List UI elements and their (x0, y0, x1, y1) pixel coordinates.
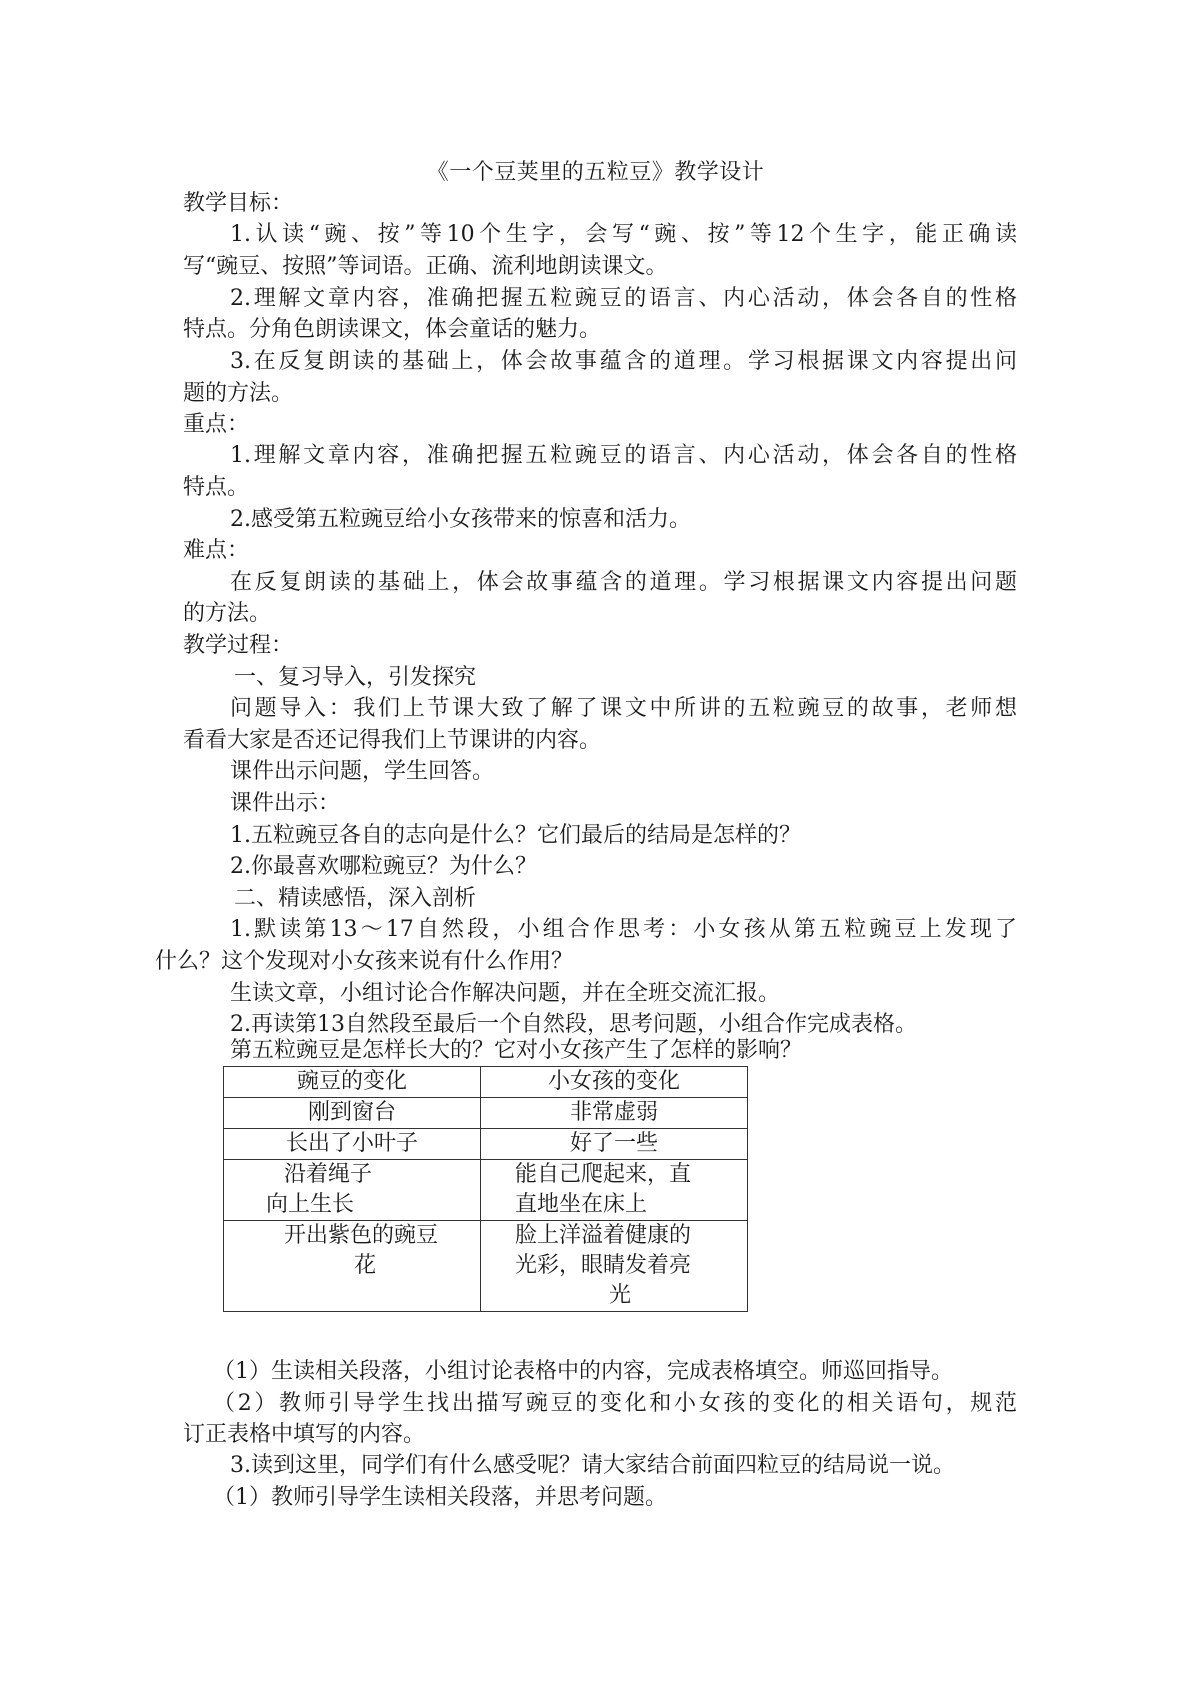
difficulty-heading: 难点： (183, 538, 250, 563)
table-row (224, 1160, 748, 1221)
note-2-line-2: 订正表格中填写的内容。 (183, 1422, 426, 1447)
section-1-heading: 一、复习导入，引发探究 (234, 665, 477, 690)
table-cell-line: 光 (609, 1283, 632, 1308)
key-point-2: 2.感受第五粒豌豆给小女孩带来的惊喜和活力。 (230, 507, 691, 532)
table-header-pea: 豌豆的变化 (224, 1067, 481, 1098)
table-cell-line: 向上生长 (266, 1192, 355, 1217)
table-cell-girl (481, 1160, 748, 1221)
table-cell-girl: 好了一些 (481, 1129, 748, 1160)
note-2-line-1: （2）教师引导学生找出描写豌豆的变化和小女孩的变化的相关语句，规范 (213, 1391, 1017, 1416)
table-cell-line: 光彩，眼睛发着亮 (515, 1253, 692, 1278)
table-cell-pea: 刚到窗台 (224, 1098, 481, 1129)
goal-3-line-2: 题的方法。 (183, 381, 294, 406)
note-3: （1）教师引导学生读相关段落，并思考问题。 (213, 1485, 667, 1510)
difficulty-line-1: 在反复朗读的基础上，体会故事蕴含的道理。学习根据课文内容提出问题 (230, 570, 1017, 595)
key-points-heading: 重点： (183, 412, 250, 437)
section-1-intro-line-1: 问题导入：我们上节课大致了解了课文中所讲的五粒豌豆的故事，老师想 (230, 696, 1017, 721)
goal-1-line-2: 写“豌豆、按照”等词语。正确、流利地朗读课文。 (183, 254, 668, 279)
section-1-paragraph-3: 课件出示： (230, 791, 341, 816)
table-cell-pea (224, 1221, 481, 1312)
process-heading: 教学过程： (183, 633, 294, 658)
section-2-task-2: 2.再读第13自然段至最后一个自然段，思考问题，小组合作完成表格。 (230, 1012, 917, 1037)
section-2-heading: 二、精读感悟，深入剖析 (234, 886, 477, 911)
table-cell-girl (481, 1221, 748, 1312)
table-header-row (224, 1067, 748, 1098)
goal-1-line-1: 1.认读“豌、按”等10个生字，会写“豌、按”等12个生字，能正确读 (230, 222, 1017, 247)
table-cell-pea (224, 1160, 481, 1221)
goal-3-line-1: 3.在反复朗读的基础上，体会故事蕴含的道理。学习根据课文内容提出问 (230, 349, 1017, 374)
key-point-1-line-2: 特点。 (183, 475, 250, 500)
table-cell-line: 脸上洋溢着健康的 (515, 1223, 692, 1248)
table-cell-pea: 长出了小叶子 (224, 1129, 481, 1160)
table-header-girl: 小女孩的变化 (481, 1067, 748, 1098)
document-title: 《一个豆荚里的五粒豆》教学设计 (426, 160, 765, 185)
section-2-paragraph-2: 生读文章，小组讨论合作解决问题，并在全班交流汇报。 (230, 981, 781, 1006)
table-cell-line: 能自己爬起来，直 (515, 1162, 692, 1187)
table-cell-line: 开出紫色的豌豆 (284, 1223, 439, 1248)
section-1-question-1: 1.五粒豌豆各自的志向是什么？它们最后的结局是怎样的？ (230, 823, 801, 848)
table-row (224, 1098, 748, 1129)
table-cell-line: 直地坐在床上 (515, 1192, 648, 1217)
key-point-1-line-1: 1.理解文章内容，准确把握五粒豌豆的语言、内心活动，体会各自的性格 (230, 443, 1017, 468)
section-2-table-question: 第五粒豌豆是怎样长大的？它对小女孩产生了怎样的影响？ (230, 1038, 803, 1063)
goal-2-line-1: 2.理解文章内容，准确把握五粒豌豆的语言、内心活动，体会各自的性格 (230, 286, 1017, 311)
task-3: 3.读到这里，同学们有什么感受呢？请大家结合前面四粒豆的结局说一说。 (230, 1453, 955, 1478)
table-row (224, 1221, 748, 1312)
goal-2-line-2: 特点。分角色朗读课文，体会童话的魅力。 (183, 317, 602, 342)
table-cell-line: 沿着绳子 (284, 1162, 373, 1187)
pea-girl-change-table (223, 1066, 748, 1312)
section-2-task-1-line-2: 什么？这个发现对小女孩来说有什么作用？ (155, 949, 574, 974)
difficulty-line-2: 的方法。 (183, 601, 272, 626)
section-2-task-1-line-1: 1.默读第13～17自然段，小组合作思考：小女孩从第五粒豌豆上发现了 (230, 917, 1017, 942)
table-row (224, 1129, 748, 1160)
table-cell-girl: 非常虚弱 (481, 1098, 748, 1129)
section-1-intro-line-2: 看看大家是否还记得我们上节课讲的内容。 (183, 728, 602, 753)
note-1: （1）生读相关段落，小组讨论表格中的内容，完成表格填空。师巡回指导。 (213, 1359, 953, 1384)
section-1-paragraph-2: 课件出示问题，学生回答。 (230, 759, 495, 784)
section-1-question-2: 2.你最喜欢哪粒豌豆？为什么？ (230, 854, 537, 879)
table-cell-line: 花 (354, 1253, 377, 1278)
goals-heading: 教学目标： (183, 191, 294, 216)
